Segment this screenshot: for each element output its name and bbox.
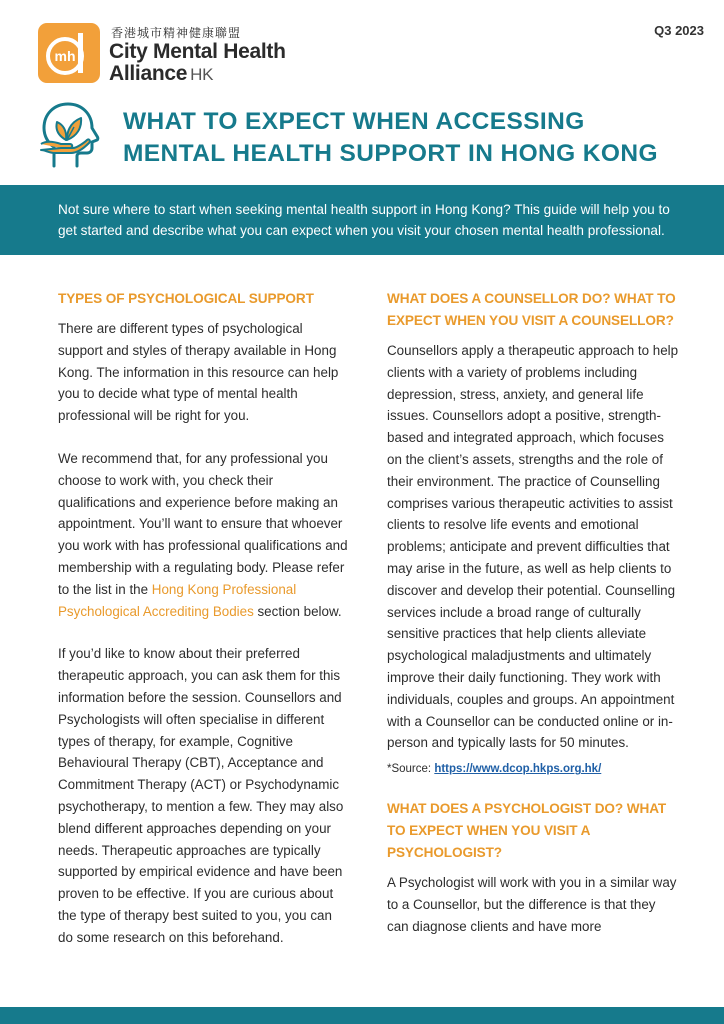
page-title-line2: MENTAL HEALTH SUPPORT IN HONG KONG <box>123 140 658 167</box>
accrediting-bodies-link[interactable]: Hong Kong Professional Psychological Accrediting Bodies <box>58 581 297 619</box>
logo-alliance: Alliance <box>109 62 188 85</box>
logo-mark <box>38 23 100 83</box>
heading-psychologist: WHAT DOES A PSYCHOLOGIST DO? WHAT TO EXPECT WHEN YOU VISIT A PSYCHOLOGIST? <box>387 801 667 861</box>
source-label: *Source: <box>387 763 435 776</box>
heading-counsellor: WHAT DOES A COUNSELLOR DO? WHAT TO EXPECT WHEN YOU VISIT A COUNSELLOR? <box>387 291 676 328</box>
logo-hk: HK <box>190 65 214 84</box>
logo-mark-text: mh <box>54 48 76 64</box>
source-link[interactable]: https://www.dcop.hkps.org.hk/ <box>434 763 602 776</box>
paragraph-text: section below. <box>253 603 342 619</box>
paragraph-text: We recommend that, for any professional you choose to work with, you check their qualifications and experience before making an appointment. You’ll want to ensure that whoever you work with has professional qualifications and membership with a regulating body. Please refer to the list in the <box>58 450 348 597</box>
paragraph-psychologist: A Psychologist will work with you in a similar way to a Counsellor, but the difference is that they can diagnose clients and have more <box>387 875 677 934</box>
intro-text: Not sure where to start when seeking mental health support in Hong Kong? This guide will help you to get started and describe what you can expect when you visit your chosen mental health professional. <box>58 202 670 238</box>
source-note <box>387 760 679 778</box>
left-column <box>58 288 350 949</box>
right-column <box>387 288 679 938</box>
logo-symbol-icon <box>38 23 100 83</box>
logo-name-line2 <box>109 62 213 86</box>
logo-chinese-name: 香港城市精神健康聯盟 <box>111 26 242 40</box>
head-with-hand-leaf-icon <box>37 100 105 170</box>
quarter-label: Q3 2023 <box>654 23 704 38</box>
heading-types-of-support: TYPES OF PSYCHOLOGICAL SUPPORT <box>58 291 314 306</box>
paragraph-therapeutic-approach: If you’d like to know about their preferred therapeutic approach, you can ask them for this information before the session. Counsellors and Psychologists will often specialise in different types of therapy, for example, Cognitive Behavioural Therapy (CBT), Acceptance and Commitment Therapy (ACT) or Psychodynamic psychotherapy, to mention a few. They may also blend different approaches depending on your needs. Therapeutic approaches are typically supported by empirical evidence and have been proven to be effective. If you are curious about the type of therapy best suited to you, you can do some research on this beforehand. <box>58 646 344 945</box>
paragraph-counsellor: Counsellors apply a therapeutic approach to help clients with a variety of problems including depression, stress, anxiety, and general life issues. Counsellors adopt a positive, strength-based and integrated approach, which focuses on the client’s assets, strengths and the role of their environment. The practice of Counselling comprises various therapeutic activities to assist clients to resolve life events and emotional problems; anticipate and prevent difficulties that may arise in the future, as well as help clients to discover and develop their potential. Counselling services include a broad range of culturally sensitive practices that help clients alleviate psychological maladjustments and ultimately improve their daily functioning. They work with individuals, couples and groups. An appointment with a Counsellor can be conducted online or in-person and typically lasts for 50 minutes. <box>387 343 679 751</box>
page-title-line1: WHAT TO EXPECT WHEN ACCESSING <box>123 108 585 135</box>
logo-name-line1: City Mental Health <box>109 40 286 63</box>
intro-banner <box>0 185 724 255</box>
footer-band <box>0 1007 724 1024</box>
paragraph-types-intro: There are different types of psychological support and styles of therapy available in Hong Kong. The information in this resource can help you to decide what type of mental health professional will be right for you. <box>58 321 339 424</box>
paragraph-check-qualifications <box>58 448 350 622</box>
